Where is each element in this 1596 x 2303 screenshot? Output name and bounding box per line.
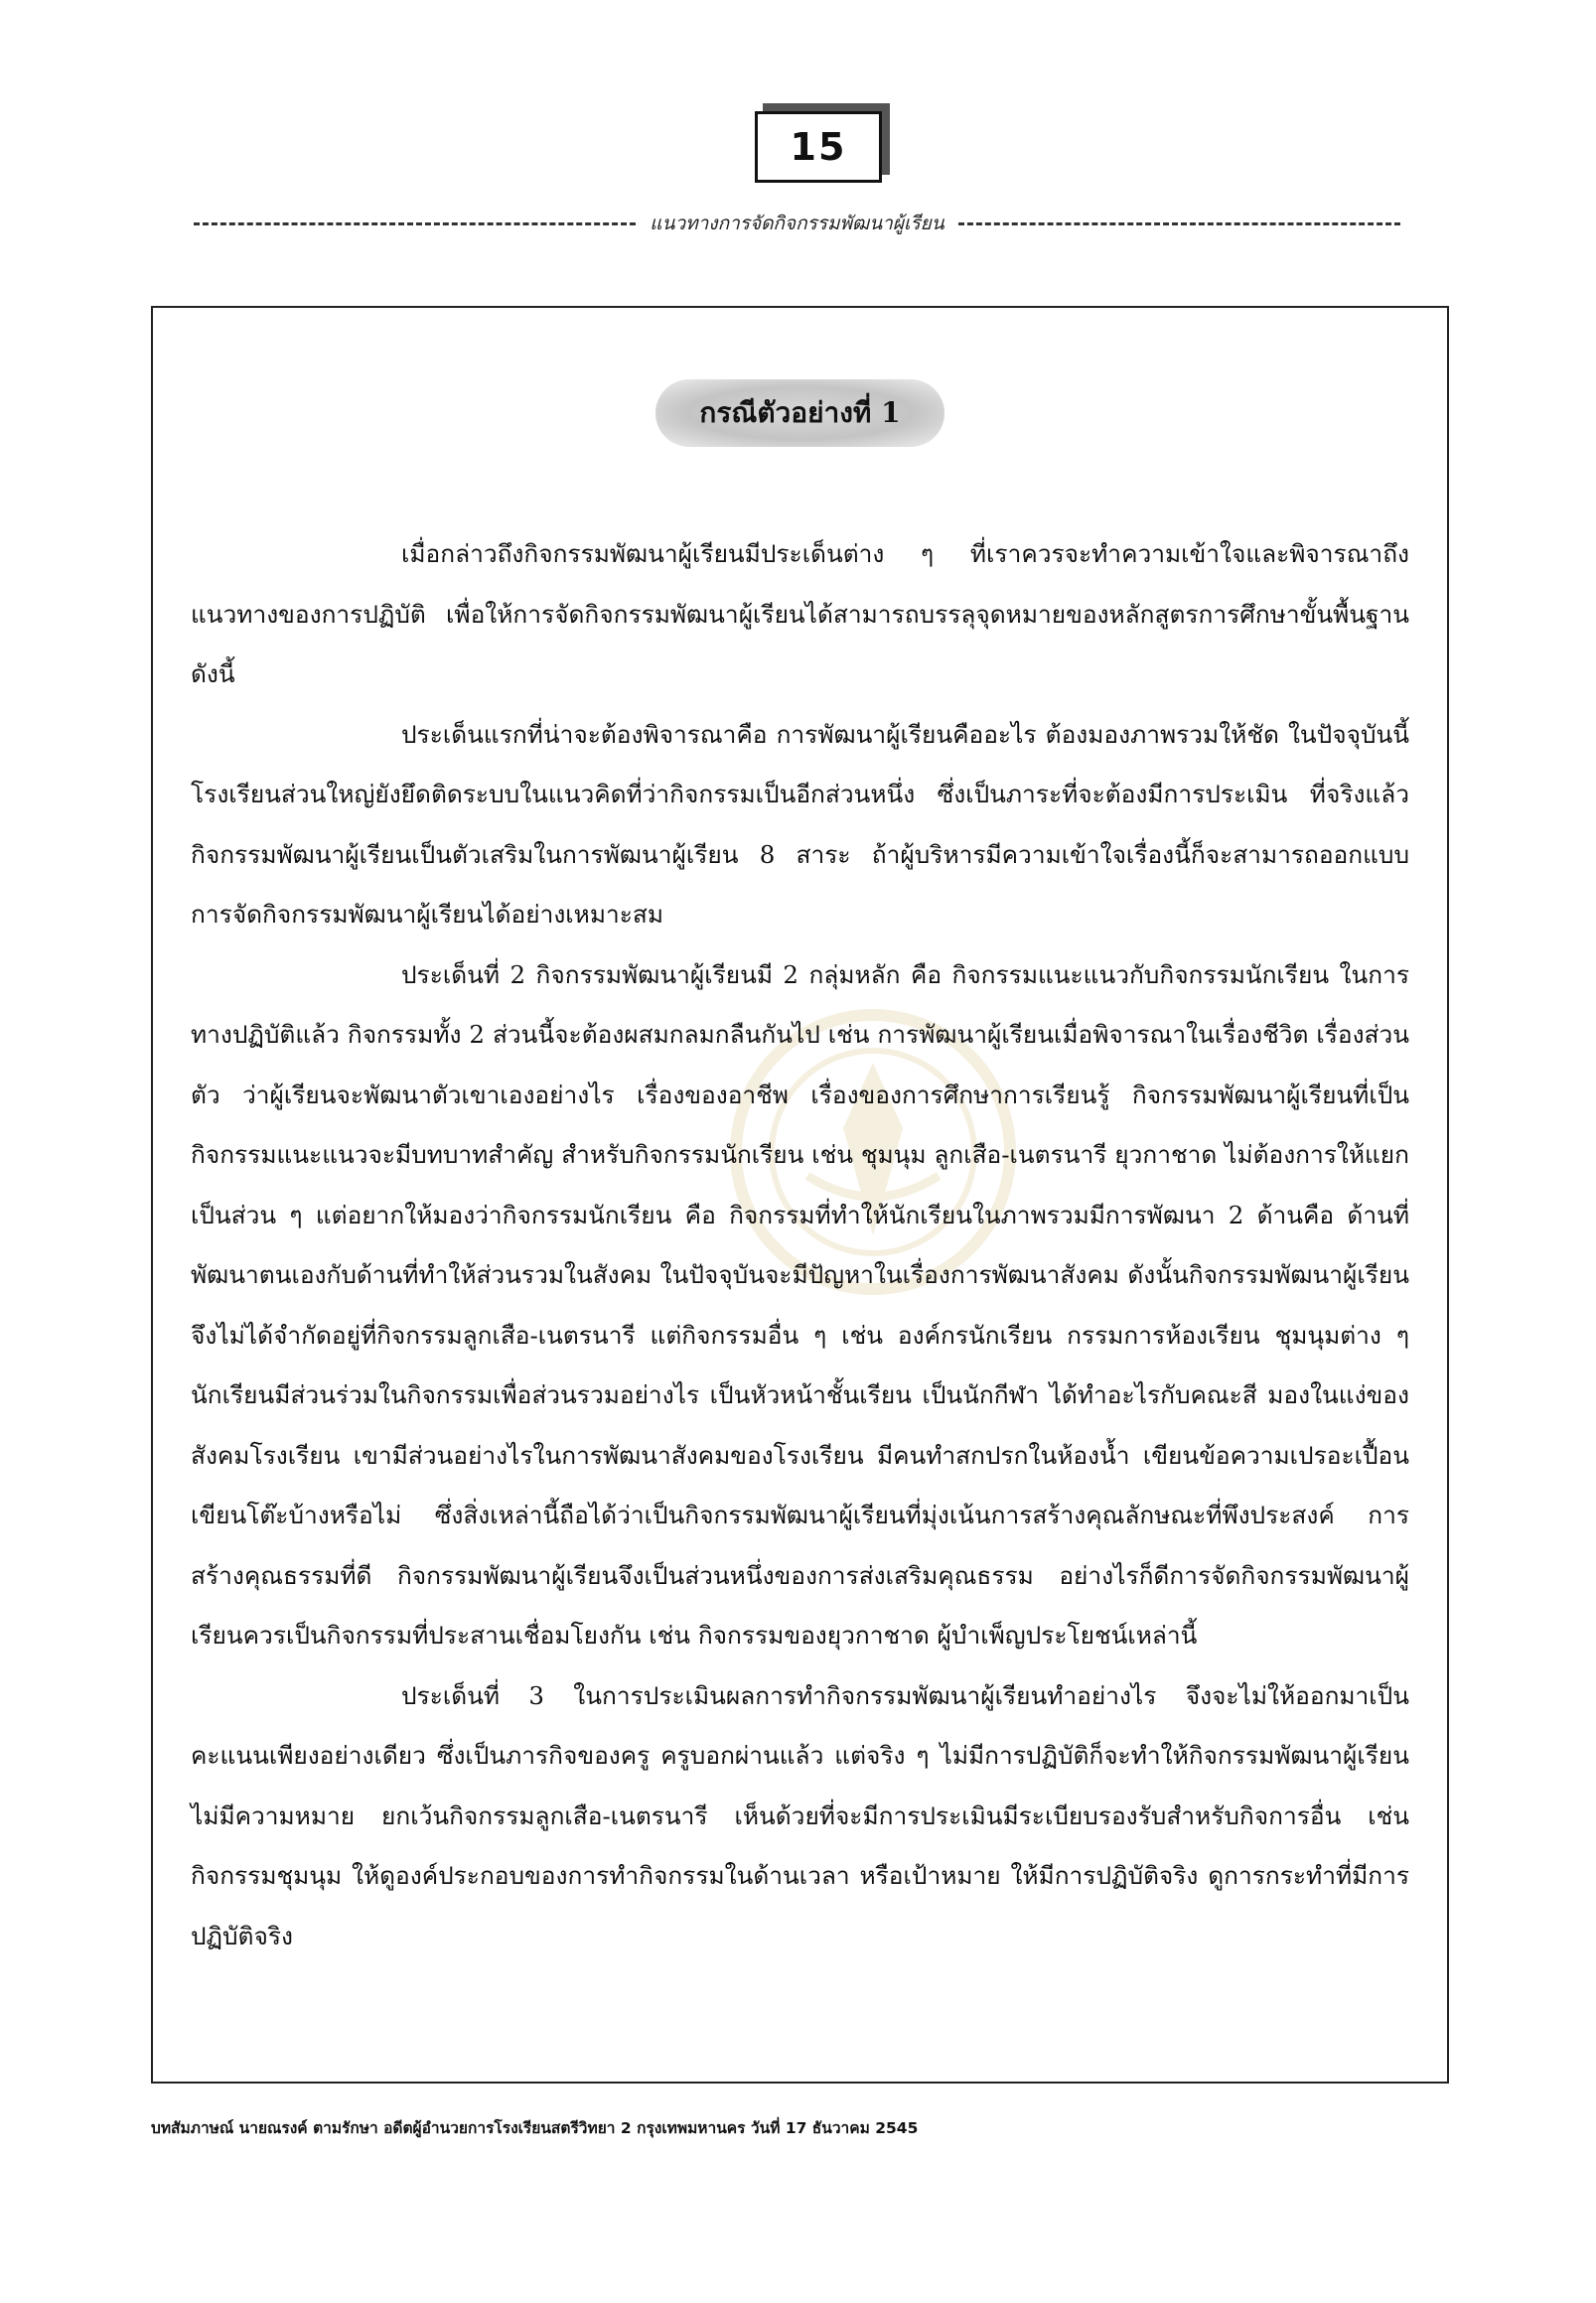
paragraph-issue-3: ประเด็นที่ 3 ในการประเมินผลการทำกิจกรรมพัฒนาผู้เรียนทำอย่างไร จึงจะไม่ให้ออกมาเป็นคะแนนเพียงอย่างเดียว ซึ่งเป็นภารกิจของครู ครูบอกผ่านแล้ว แต่จริง ๆ ไม่มีการปฏิบัติก็จะทำให้กิจกรรมพัฒนาผู้เรียนไม่มีความหมาย ยกเว้นกิจกรรมลูกเสือ-เนตรนารี เห็นด้วยที่จะมีการประเมินมีระเบียบรองรับสำหรับกิจการอื่น เช่น กิจกรรมชุมนุม ให้ดูองค์ประกอบของการทำกิจกรรมในด้านเวลา หรือเป้าหมาย ให้มีการปฏิบัติจริง ดูการกระทำที่มีการปฏิบัติจริง: [191, 1680, 1409, 1950]
case-title: กรณีตัวอย่างที่ 1: [655, 379, 943, 447]
header-divider-left: [194, 222, 636, 225]
running-header: [194, 209, 1400, 238]
paragraph-intro: เมื่อกล่าวถึงกิจกรรมพัฒนาผู้เรียนมีประเด็นต่าง ๆ ที่เราควรจะทำความเข้าใจและพิจารณาถึงแนวทางของการปฏิบัติ เพื่อให้การจัดกิจกรรมพัฒนาผู้เรียนได้สามารถบรรลุจุดหมายของหลักสูตรการศึกษาขั้นพื้นฐาน ดังนี้: [191, 539, 1409, 688]
header-divider-right: [958, 222, 1400, 225]
running-title: แนวทางการจัดกิจกรรมพัฒนาผู้เรียน: [650, 213, 944, 234]
case-body: [191, 524, 1409, 1966]
interview-source-note: บทสัมภาษณ์ นายณรงค์ ตามรักษา อดีตผู้อำนวยการโรงเรียนสตรีวิทยา 2 กรุงเทพมหานคร วันที่ 17 ธันวาคม 2545: [151, 2119, 919, 2137]
case-study-box: [151, 306, 1449, 2084]
paragraph-issue-2: ประเด็นที่ 2 กิจกรรมพัฒนาผู้เรียนมี 2 กลุ่มหลัก คือ กิจกรรมแนะแนวกับกิจกรรมนักเรียน ในการทางปฏิบัติแล้ว กิจกรรมทั้ง 2 ส่วนนี้จะต้องผสมกลมกลืนกันไป เช่น การพัฒนาผู้เรียนเมื่อพิจารณาในเรื่องชีวิต เรื่องส่วนตัว ว่าผู้เรียนจะพัฒนาตัวเขาเองอย่างไร เรื่องของอาชีพ เรื่องของการศึกษาการเรียนรู้ กิจกรรมพัฒนาผู้เรียนที่เป็นกิจกรรมแนะแนวจะมีบทบาทสำคัญ สำหรับกิจกรรมนักเรียน เช่น ชุมนุม ลูกเสือ-เนตรนารี ยุวกาชาด ไม่ต้องการให้แยกเป็นส่วน ๆ แต่อยากให้มองว่ากิจกรรมนักเรียน คือ กิจกรรมที่ทำให้นักเรียนในภาพรวมมีการพัฒนา 2 ด้านคือ ด้านที่พัฒนาตนเองกับด้านที่ทำให้ส่วนรวมในสังคม ในปัจจุบันจะมีปัญหาในเรื่องการพัฒนาสังคม ดังนั้นกิจกรรมพัฒนาผู้เรียนจึงไม่ได้จำกัดอยู่ที่กิจกรรมลูกเสือ-เนตรนารี แต่กิจกรรมอื่น ๆ เช่น องค์กรนักเรียน กรรมการห้องเรียน ชุมนุมต่าง ๆ นักเรียนมีส่วนร่วมในกิจกรรมเพื่อส่วนรวมอย่างไร เป็นหัวหน้าชั้นเรียน เป็นนักกีฬา ได้ทำอะไรกับคณะสี มองในแง่ของสังคมโรงเรียน เขามีส่วนอย่างไรในการพัฒนาสังคมของโรงเรียน มีคนทำสกปรกในห้องน้ำ เขียนข้อความเปรอะเปื้อน เขียนโต๊ะบ้างหรือไม่ ซึ่งสิ่งเหล่านี้ถือได้ว่าเป็นกิจกรรมพัฒนาผู้เรียนที่มุ่งเน้นการสร้างคุณลักษณะที่พึงประสงค์ การสร้างคุณธรรมที่ดี กิจกรรมพัฒนาผู้เรียนจึงเป็นส่วนหนึ่งของการส่งเสริมคุณธรรม อย่างไรก็ดีการจัดกิจกรรมพัฒนาผู้เรียนควรเป็นกิจกรรมที่ประสานเชื่อมโยงกัน เช่น กิจกรรมของยุวกาชาด ผู้บำเพ็ญประโยชน์เหล่านี้: [191, 959, 1409, 1650]
page-number: 15: [755, 111, 882, 183]
paragraph-issue-1: ประเด็นแรกที่น่าจะต้องพิจารณาคือ การพัฒนาผู้เรียนคืออะไร ต้องมองภาพรวมให้ชัด ในปัจจุบันนี้โรงเรียนส่วนใหญ่ยังยึดติดระบบในแนวคิดที่ว่ากิจกรรมเป็นอีกส่วนหนึ่ง ซึ่งเป็นภาระที่จะต้องมีการประเมิน ที่จริงแล้วกิจกรรมพัฒนาผู้เรียนเป็นตัวเสริมในการพัฒนาผู้เรียน 8 สาระ ถ้าผู้บริหารมีความเข้าใจเรื่องนี้ก็จะสามารถออกแบบการจัดกิจกรรมพัฒนาผู้เรียนได้อย่างเหมาะสม: [191, 719, 1409, 929]
